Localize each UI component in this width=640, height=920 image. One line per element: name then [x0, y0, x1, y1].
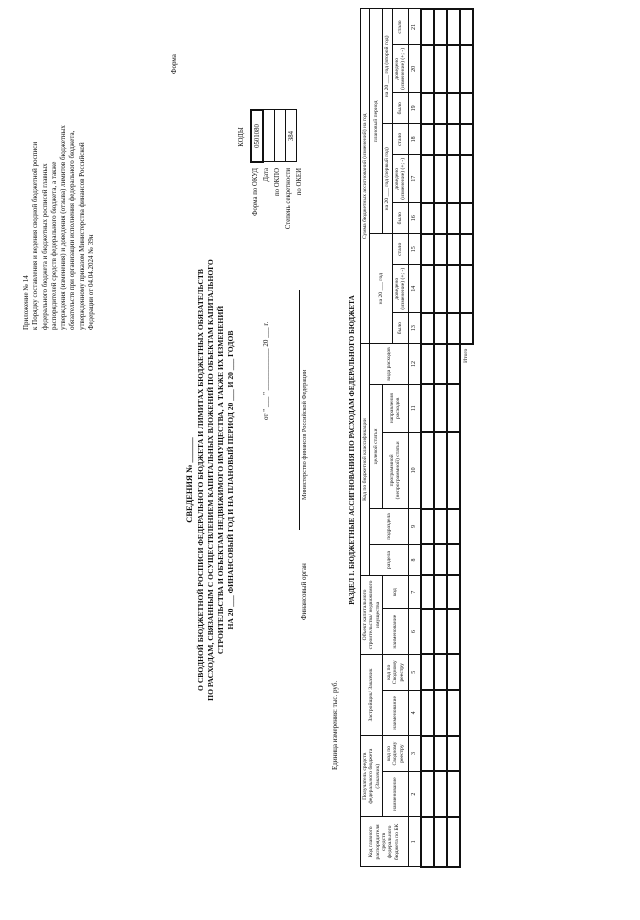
table-cell [434, 544, 447, 575]
col-builder-header: Застройщик/ Заказчик [361, 654, 383, 735]
col-number: 9 [408, 509, 421, 545]
col-number: 8 [408, 544, 421, 575]
table-cell [434, 817, 447, 867]
table-cell [447, 124, 460, 155]
table-cell [434, 265, 447, 313]
col-number: 6 [408, 609, 421, 654]
code-secrecy: 384 [286, 110, 297, 162]
col-number: 5 [408, 654, 421, 690]
appendix-line: утвержденному приказом Министерства финансов Российской [77, 142, 86, 330]
col-gr-code-header: Код главного распорядителя средств федерального бюджета по БК [361, 817, 409, 867]
total-cell [460, 93, 473, 124]
table-cell [421, 265, 434, 313]
col-was: было [392, 93, 408, 124]
code-okud: 0501080 [251, 110, 263, 162]
table-cell [421, 609, 434, 654]
table-cell [434, 384, 447, 432]
col-number: 2 [408, 771, 421, 816]
doc-title-line: НА 20 ___ ФИНАНСОВЫЙ ГОД И НА ПЛАНОВЫЙ ПЕРИОД 20 ___ И 20 ___ ГОДОВ [226, 330, 236, 630]
table-cell [447, 817, 460, 867]
table-cell [447, 155, 460, 203]
table-cell [434, 203, 447, 234]
table-cell [421, 509, 434, 545]
table-cell [421, 771, 434, 816]
col-number: 20 [408, 45, 421, 93]
table-cell [421, 817, 434, 867]
col-section-header: раздела [370, 544, 408, 575]
col-target-header: целевой статьи [370, 384, 383, 508]
appendix-line: к Порядку составления и ведения сводной бюджетной росписи [31, 141, 40, 330]
codes-header: КОДЫ [238, 127, 245, 147]
table-cell [434, 313, 447, 344]
total-cell [460, 203, 473, 234]
col-number: 3 [408, 736, 421, 772]
col-number: 10 [408, 432, 421, 508]
table-cell [421, 736, 434, 772]
col-first-year-header: на 20 ___ год (первый год) [383, 124, 392, 234]
col-number: 11 [408, 384, 421, 432]
col-change: доведено (изменение) (+; -) [392, 45, 408, 93]
col-object-header: Объект капитального строительства/ недвижимого имущества [361, 576, 383, 655]
table-cell [434, 690, 447, 735]
table-cell [447, 9, 460, 45]
table-cell [421, 690, 434, 735]
col-change: доведено (изменение) (+; -) [392, 155, 408, 203]
budget-table [360, 8, 474, 868]
table-cell [421, 203, 434, 234]
col-change: доведено (изменение) (+; -) [392, 265, 408, 313]
col-recipient-name: наименование [383, 771, 408, 816]
col-plan-header: плановый период [370, 9, 383, 234]
label-okud: Форма по ОКУД [252, 168, 259, 216]
table-cell [434, 509, 447, 545]
doc-title-line: СТРОИТЕЛЬСТВА И ОБЪЕКТАМ НЕДВИЖИМОГО ИМУЩЕСТВА, А ТАКЖЕ ИХ ИЗМЕНЕНИЙ [216, 305, 226, 655]
table-cell [421, 344, 434, 385]
table-cell [434, 771, 447, 816]
table-cell [434, 124, 447, 155]
table-cell [434, 432, 447, 508]
col-number: 18 [408, 124, 421, 155]
col-number: 13 [408, 313, 421, 344]
fin-organ-value: Министерство финансов Российской Федерации [301, 369, 308, 500]
appendix-line: Приложение № 14 [22, 275, 30, 330]
table-cell [434, 155, 447, 203]
col-program-header: программной (непрограммной) статьи [383, 432, 408, 508]
col-object-code: код [383, 576, 408, 609]
col-became: стало [392, 9, 408, 45]
total-cell [460, 313, 473, 344]
appendix-line: федерального бюджета и бюджетных росписей главных [40, 163, 49, 330]
appendix-line: Федерации от 04.04.2024 № 39н [87, 234, 96, 330]
col-number: 19 [408, 93, 421, 124]
col-sum-header: Сумма бюджетных ассигнований (изменений) на год [361, 9, 370, 344]
col-number: 7 [408, 576, 421, 609]
col-was: было [392, 313, 408, 344]
table-cell [421, 544, 434, 575]
column-numbers-row [408, 9, 421, 867]
col-number: 4 [408, 690, 421, 735]
table-cell [447, 609, 460, 654]
table-cell [447, 544, 460, 575]
table-cell [434, 736, 447, 772]
col-year-header: на 20 ___ год [370, 234, 392, 344]
col-was: было [392, 203, 408, 234]
col-recipient-reg: код по Сводному реестру [383, 736, 408, 772]
col-second-year-header: на 20 ___ год (второй год) [383, 9, 392, 124]
table-cell [447, 432, 460, 508]
form-label: Форма [170, 54, 178, 74]
unit-label: Единица измерения: тыс. руб. [331, 680, 339, 770]
table-cell [434, 576, 447, 609]
table-cell [421, 384, 434, 432]
table-cell [421, 93, 434, 124]
table-cell [447, 771, 460, 816]
table-cell [434, 654, 447, 690]
col-number: 12 [408, 344, 421, 385]
appendix-line: распорядителей средств федерального бюджета, а также [49, 161, 58, 330]
total-row [460, 9, 473, 867]
table-cell [421, 654, 434, 690]
table-cell [421, 124, 434, 155]
col-number: 15 [408, 234, 421, 265]
table-cell [447, 203, 460, 234]
appendix-block [22, 50, 96, 330]
total-cell [460, 265, 473, 313]
fin-organ-label: Финансовый орган [300, 563, 308, 620]
label-okei: по ОКЕИ [296, 168, 303, 196]
col-recipient-header: Получатель средств федерального бюджета (Заказчик) [361, 736, 383, 817]
table-cell [447, 265, 460, 313]
table-row [421, 9, 434, 867]
col-builder-name: наименование [383, 690, 408, 735]
table-cell [447, 93, 460, 124]
table-row [447, 9, 460, 867]
col-direction-header: направления расходов [383, 384, 408, 432]
table-cell [434, 344, 447, 385]
col-bk-header: Код по бюджетной классификации [361, 344, 370, 576]
total-cell [460, 45, 473, 93]
label-okpo: по ОКПО [274, 168, 281, 196]
col-number: 14 [408, 265, 421, 313]
doc-title-line: ПО РАСХОДАМ, СВЯЗАННЫМ С ОСУЩЕСТВЛЕНИЕМ КАПИТАЛЬНЫХ ВЛОЖЕНИЙ ПО ОБЪЕКТАМ КАПИТАЛЬНОГО [206, 259, 216, 701]
section-title: РАЗДЕЛ 1. БЮДЖЕТНЫЕ АССИГНОВАНИЯ ПО РАСХОДАМ ФЕДЕРАЛЬНОГО БЮДЖЕТА [348, 295, 356, 605]
col-became: стало [392, 234, 408, 265]
appendix-line: утверждения (изменения) и доведения (отзыва) лимитов бюджетных [59, 125, 68, 330]
col-kind-header: вида расходов [370, 344, 408, 385]
table-cell [447, 45, 460, 93]
appendix-line: обязательств при организации исполнения федерального бюджета, [68, 130, 77, 330]
table-cell [434, 609, 447, 654]
table-cell [421, 234, 434, 265]
col-object-name: наименование [383, 609, 408, 654]
col-became: стало [392, 124, 408, 155]
code-date [263, 110, 275, 162]
doc-title-body [196, 180, 236, 780]
label-secrecy: Степень секретности [285, 168, 292, 230]
table-cell [421, 155, 434, 203]
table-cell [434, 9, 447, 45]
doc-title-line: О СВОДНОЙ БЮДЖЕТНОЙ РОСПИСИ ФЕДЕРАЛЬНОГО БЮДЖЕТА И ЛИМИТАХ БЮДЖЕТНЫХ ОБЯЗАТЕЛЬСТВ [196, 269, 205, 691]
fin-organ-underline [290, 290, 300, 530]
table-cell [447, 344, 460, 385]
table-cell [434, 45, 447, 93]
table-cell [447, 384, 460, 432]
total-cell [460, 155, 473, 203]
table-cell [434, 234, 447, 265]
date-line: от " ___ " ____________ 20 ___ г. [262, 321, 270, 420]
col-builder-reg: код по Сводному реестру [383, 654, 408, 690]
total-cell [460, 124, 473, 155]
table-cell [447, 736, 460, 772]
table-cell [421, 9, 434, 45]
table-cell [421, 313, 434, 344]
table-cell [421, 45, 434, 93]
table-cell [447, 509, 460, 545]
table-cell [447, 576, 460, 609]
table-cell [447, 234, 460, 265]
doc-title-number: СВЕДЕНИЯ № ______ [185, 437, 194, 523]
total-cell [460, 9, 473, 45]
total-label: Итого [460, 344, 473, 867]
total-cell [460, 234, 473, 265]
table-row [434, 9, 447, 867]
table-cell [421, 432, 434, 508]
col-subsection-header: подраздела [370, 509, 408, 545]
label-date: Дата [263, 168, 270, 182]
table-cell [447, 654, 460, 690]
table-cell [447, 313, 460, 344]
table-cell [434, 93, 447, 124]
col-number: 21 [408, 9, 421, 45]
col-number: 1 [408, 817, 421, 867]
col-number: 17 [408, 155, 421, 203]
table-cell [447, 690, 460, 735]
codes-table [250, 109, 297, 163]
col-number: 16 [408, 203, 421, 234]
code-okpo [275, 110, 286, 162]
table-cell [421, 576, 434, 609]
